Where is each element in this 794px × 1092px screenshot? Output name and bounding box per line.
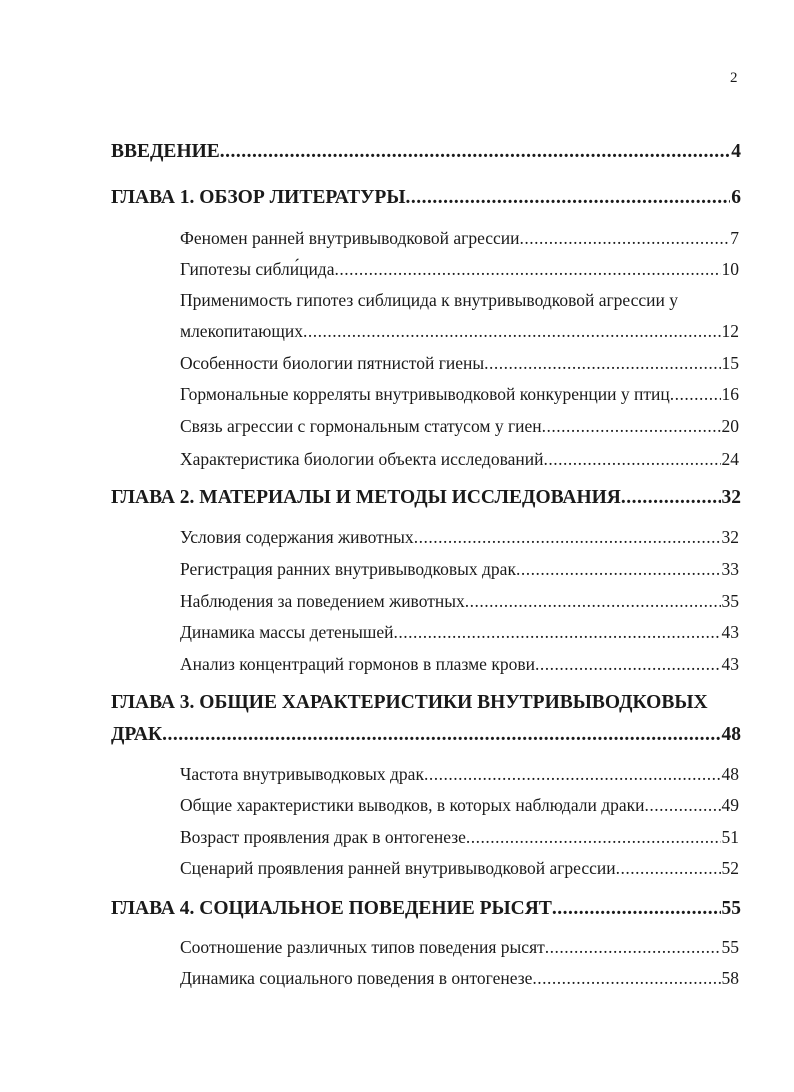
toc-page: 55 [721,898,741,919]
toc-title: Гипотезы сибли́цида [180,259,335,279]
toc-title: Возраст проявления драк в онтогенезе [180,827,466,847]
toc-title: Характеристика биологии объекта исследований [180,449,544,469]
toc-chapter-1[interactable] [111,187,741,209]
toc-title: Частота внутривыводковых драк [180,764,424,784]
toc-title: ГЛАВА 2. МАТЕРИАЛЫ И МЕТОДЫ ИССЛЕДОВАНИЯ [111,487,621,508]
toc-section[interactable] [180,654,739,675]
dot-leader [621,487,721,509]
dot-leader [535,654,721,675]
toc-chapter-2[interactable] [111,487,741,509]
dot-leader [393,622,720,643]
toc-title: Общие характеристики выводков, в которых наблюдали драки [180,795,645,815]
toc-section[interactable] [180,416,739,437]
toc-section[interactable] [180,384,739,405]
toc-chapter-3-line1[interactable]: ГЛАВА 3. ОБЩИЕ ХАРАКТЕРИСТИКИ ВНУТРИВЫВОДКОВЫХ [111,692,708,713]
toc-section[interactable] [180,321,739,342]
toc-section[interactable] [180,228,739,249]
dot-leader [552,898,721,920]
toc-title: Динамика массы детенышей [180,622,394,642]
toc-page: 48 [721,764,739,784]
toc-title: ВВЕДЕНИЕ [111,141,220,162]
toc-title: Условия содержания животных [180,527,414,547]
toc-section[interactable] [180,795,739,816]
toc-section[interactable] [180,622,739,643]
toc-chapter-4[interactable] [111,898,741,920]
toc-title: Анализ концентраций гормонов в плазме крови [180,654,535,674]
toc-page: 12 [721,321,739,341]
dot-leader [543,449,720,470]
toc-section[interactable] [180,559,739,580]
toc-title: ДРАК [111,724,163,745]
toc-title: Регистрация ранних внутривыводковых драк [180,559,516,579]
toc-page: 32 [721,527,739,547]
toc-title: Особенности биологии пятнистой гиены [180,353,485,373]
dot-leader [616,858,721,879]
toc-page: 43 [721,654,739,674]
toc-title: Динамика социального поведения в онтогенезе [180,968,533,988]
dot-leader [545,937,721,958]
toc-intro[interactable] [111,141,741,163]
toc-section[interactable] [180,827,739,848]
dot-leader [465,591,721,612]
toc-page: 20 [721,416,739,436]
toc-page: 10 [721,259,739,279]
dot-leader [516,559,721,580]
toc-title: Наблюдения за поведением животных [180,591,465,611]
toc-page: 43 [721,622,739,642]
toc-page: 4 [731,141,741,162]
toc-page: 48 [721,724,741,745]
page-number: 2 [730,70,738,86]
dot-leader [406,187,731,209]
toc-page: 55 [721,937,739,957]
dot-leader [466,827,721,848]
toc-title: Сценарий проявления ранней внутривыводковой агрессии [180,858,616,878]
toc-page: 16 [721,384,739,404]
toc-page: 58 [721,968,739,988]
toc-title: Соотношение различных типов поведения рысят [180,937,545,957]
toc-page: 52 [721,858,739,878]
toc-page: 15 [721,353,739,373]
toc-section[interactable] [180,449,739,470]
toc-section[interactable] [180,259,739,280]
toc-page: 7 [730,228,739,248]
toc-section-title-line1[interactable]: Применимость гипотез сиблицида к внутривыводковой агрессии у [180,290,679,310]
toc-page: 51 [721,827,739,847]
toc-section[interactable] [180,968,739,989]
dot-leader [670,384,721,405]
toc-title: Феномен ранней внутривыводковой агрессии [180,228,520,248]
toc-section[interactable] [180,591,739,612]
toc-chapter-3[interactable] [111,724,741,746]
toc-section[interactable] [180,764,739,785]
toc-page: 24 [721,449,739,469]
toc-page: 32 [721,487,741,508]
dot-leader [334,259,720,280]
toc-title: Связь агрессии с гормональным статусом у гиен [180,416,542,436]
dot-leader [532,968,720,989]
toc-section[interactable] [180,937,739,958]
toc-title: млекопитающих [180,321,303,341]
toc-page: 35 [721,591,739,611]
toc-title: Гормональные корреляты внутривыводковой конкуренции у птиц [180,384,670,404]
dot-leader [484,353,720,374]
toc-page: 33 [721,559,739,579]
toc-page: 49 [721,795,739,815]
dot-leader [542,416,721,437]
dot-leader [645,795,721,816]
toc-title: ГЛАВА 1. ОБЗОР ЛИТЕРАТУРЫ [111,187,406,208]
dot-leader [424,764,721,785]
dot-leader [520,228,730,249]
toc-title: ГЛАВА 4. СОЦИАЛЬНОЕ ПОВЕДЕНИЕ РЫСЯТ [111,898,552,919]
toc-section[interactable] [180,353,739,374]
dot-leader [414,527,721,548]
dot-leader [303,321,721,342]
toc-section[interactable] [180,527,739,548]
toc-section[interactable] [180,858,739,879]
toc-page: 6 [731,187,741,208]
dot-leader [220,141,730,163]
dot-leader [162,724,720,746]
